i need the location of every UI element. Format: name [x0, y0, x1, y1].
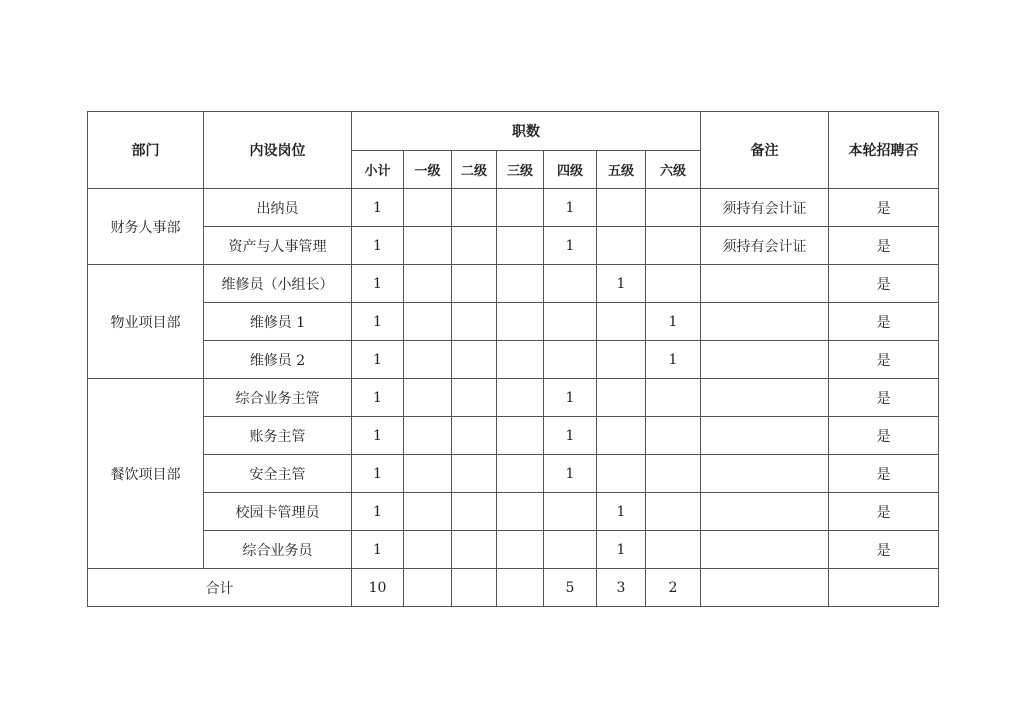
level-4-cell	[544, 265, 597, 303]
level-1-cell	[404, 455, 452, 493]
total-level-2-cell	[452, 569, 497, 607]
level-3-cell	[497, 227, 544, 265]
subtotal-cell: 1	[352, 265, 404, 303]
dept-cell: 物业项目部	[88, 265, 204, 379]
recruit-cell: 是	[829, 455, 939, 493]
total-subtotal-cell: 10	[352, 569, 404, 607]
recruit-cell: 是	[829, 303, 939, 341]
level-6-cell: 1	[646, 303, 701, 341]
level-1-cell	[404, 189, 452, 227]
level-5-cell	[597, 189, 646, 227]
remark-cell	[701, 303, 829, 341]
remark-cell	[701, 531, 829, 569]
table-row	[88, 455, 939, 493]
post-cell: 安全主管	[204, 455, 352, 493]
level-2-cell	[452, 417, 497, 455]
table-row	[88, 189, 939, 227]
subtotal-cell: 1	[352, 493, 404, 531]
level-4-cell	[544, 303, 597, 341]
subtotal-cell: 1	[352, 341, 404, 379]
table-row	[88, 379, 939, 417]
level-2-cell	[452, 455, 497, 493]
recruit-cell: 是	[829, 379, 939, 417]
level-2-cell	[452, 341, 497, 379]
post-cell: 维修员 2	[204, 341, 352, 379]
header-level-5: 五级	[597, 151, 646, 189]
level-1-cell	[404, 227, 452, 265]
recruit-cell: 是	[829, 417, 939, 455]
table-header	[88, 112, 939, 189]
level-2-cell	[452, 303, 497, 341]
header-dept: 部门	[88, 112, 204, 189]
level-2-cell	[452, 189, 497, 227]
table-body	[88, 189, 939, 607]
level-6-cell: 1	[646, 341, 701, 379]
post-cell: 校园卡管理员	[204, 493, 352, 531]
level-5-cell	[597, 379, 646, 417]
level-5-cell: 1	[597, 493, 646, 531]
subtotal-cell: 1	[352, 303, 404, 341]
level-1-cell	[404, 265, 452, 303]
table-row	[88, 493, 939, 531]
level-3-cell	[497, 303, 544, 341]
level-5-cell	[597, 417, 646, 455]
recruit-cell: 是	[829, 265, 939, 303]
staffing-table	[87, 111, 939, 607]
recruit-cell: 是	[829, 531, 939, 569]
level-1-cell	[404, 341, 452, 379]
subtotal-cell: 1	[352, 227, 404, 265]
total-level-1-cell	[404, 569, 452, 607]
dept-cell: 餐饮项目部	[88, 379, 204, 569]
total-level-3-cell	[497, 569, 544, 607]
table-row	[88, 341, 939, 379]
recruit-cell: 是	[829, 227, 939, 265]
level-2-cell	[452, 531, 497, 569]
recruit-cell: 是	[829, 189, 939, 227]
level-6-cell	[646, 455, 701, 493]
total-remark-cell	[701, 569, 829, 607]
post-cell: 综合业务主管	[204, 379, 352, 417]
level-5-cell	[597, 227, 646, 265]
remark-cell	[701, 341, 829, 379]
header-post: 内设岗位	[204, 112, 352, 189]
remark-cell: 须持有会计证	[701, 227, 829, 265]
recruit-cell: 是	[829, 341, 939, 379]
recruit-cell: 是	[829, 493, 939, 531]
header-remark: 备注	[701, 112, 829, 189]
table-row	[88, 303, 939, 341]
header-level-4: 四级	[544, 151, 597, 189]
table-row	[88, 227, 939, 265]
post-cell: 账务主管	[204, 417, 352, 455]
post-cell: 综合业务员	[204, 531, 352, 569]
header-positions: 职数	[352, 112, 701, 151]
remark-cell	[701, 455, 829, 493]
level-4-cell	[544, 493, 597, 531]
level-2-cell	[452, 227, 497, 265]
total-level-6-cell: 2	[646, 569, 701, 607]
remark-cell: 须持有会计证	[701, 189, 829, 227]
subtotal-cell: 1	[352, 189, 404, 227]
level-1-cell	[404, 379, 452, 417]
level-6-cell	[646, 265, 701, 303]
level-4-cell: 1	[544, 417, 597, 455]
post-cell: 维修员 1	[204, 303, 352, 341]
header-recruit: 本轮招聘否	[829, 112, 939, 189]
table-row	[88, 531, 939, 569]
table-row	[88, 265, 939, 303]
level-2-cell	[452, 265, 497, 303]
total-level-5-cell: 3	[597, 569, 646, 607]
level-4-cell	[544, 341, 597, 379]
subtotal-cell: 1	[352, 455, 404, 493]
level-2-cell	[452, 493, 497, 531]
level-5-cell	[597, 303, 646, 341]
post-cell: 出纳员	[204, 189, 352, 227]
subtotal-cell: 1	[352, 379, 404, 417]
subtotal-cell: 1	[352, 417, 404, 455]
level-2-cell	[452, 379, 497, 417]
total-level-4-cell: 5	[544, 569, 597, 607]
level-3-cell	[497, 455, 544, 493]
post-cell: 资产与人事管理	[204, 227, 352, 265]
level-1-cell	[404, 417, 452, 455]
level-4-cell	[544, 531, 597, 569]
level-3-cell	[497, 379, 544, 417]
header-level-2: 二级	[452, 151, 497, 189]
level-5-cell	[597, 341, 646, 379]
level-3-cell	[497, 189, 544, 227]
remark-cell	[701, 417, 829, 455]
level-5-cell: 1	[597, 265, 646, 303]
level-6-cell	[646, 531, 701, 569]
level-6-cell	[646, 227, 701, 265]
header-level-1: 一级	[404, 151, 452, 189]
header-level-3: 三级	[497, 151, 544, 189]
total-row	[88, 569, 939, 607]
level-3-cell	[497, 417, 544, 455]
level-6-cell	[646, 189, 701, 227]
level-6-cell	[646, 379, 701, 417]
level-1-cell	[404, 493, 452, 531]
level-4-cell: 1	[544, 189, 597, 227]
total-recruit-cell	[829, 569, 939, 607]
dept-cell: 财务人事部	[88, 189, 204, 265]
level-3-cell	[497, 493, 544, 531]
level-1-cell	[404, 531, 452, 569]
level-5-cell	[597, 455, 646, 493]
subtotal-cell: 1	[352, 531, 404, 569]
level-3-cell	[497, 341, 544, 379]
header-level-6: 六级	[646, 151, 701, 189]
level-5-cell: 1	[597, 531, 646, 569]
level-4-cell: 1	[544, 455, 597, 493]
table-row	[88, 417, 939, 455]
level-3-cell	[497, 265, 544, 303]
remark-cell	[701, 379, 829, 417]
level-4-cell: 1	[544, 227, 597, 265]
total-label: 合计	[88, 569, 352, 607]
level-6-cell	[646, 417, 701, 455]
level-6-cell	[646, 493, 701, 531]
level-3-cell	[497, 531, 544, 569]
level-1-cell	[404, 303, 452, 341]
remark-cell	[701, 493, 829, 531]
post-cell: 维修员（小组长）	[204, 265, 352, 303]
remark-cell	[701, 265, 829, 303]
level-4-cell: 1	[544, 379, 597, 417]
header-subtotal: 小计	[352, 151, 404, 189]
